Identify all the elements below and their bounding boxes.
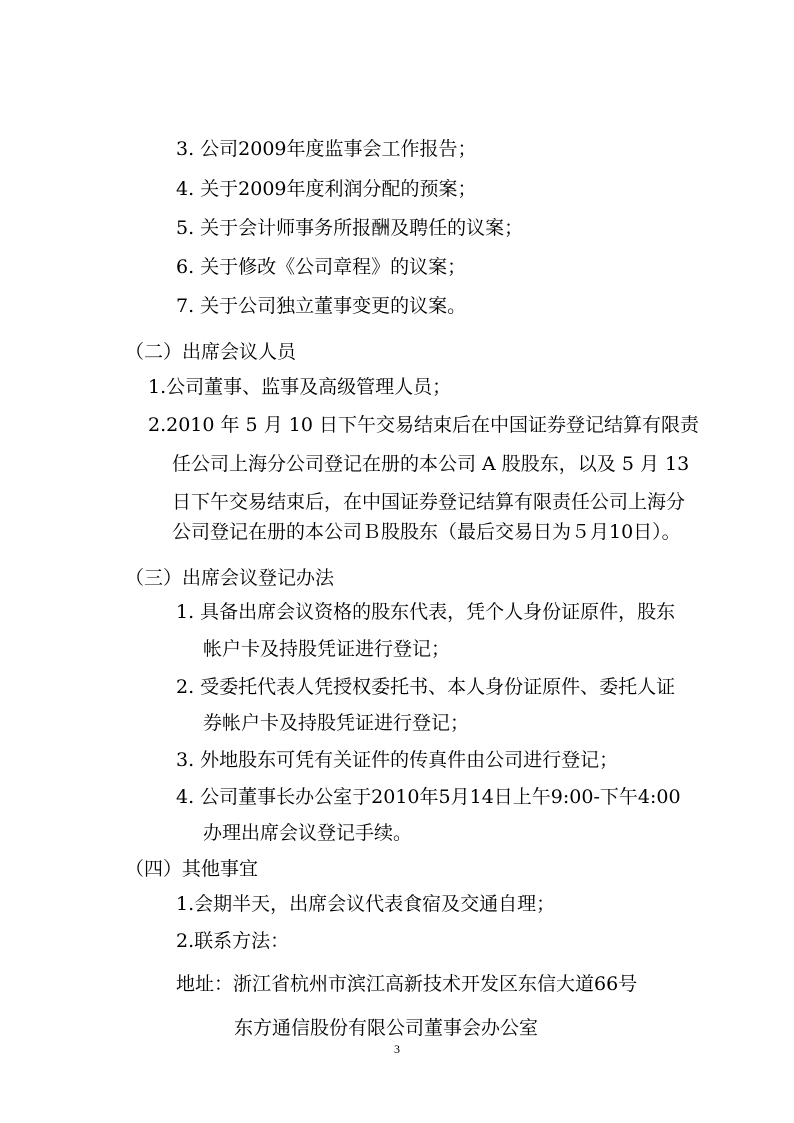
agenda-item-4: 4. 关于2009年度利润分配的预案； [176, 178, 477, 200]
agenda-item-7: 7. 关于公司独立董事变更的议案。 [176, 295, 467, 317]
registration-item-1-cont: 帐户卡及持股凭证进行登记； [203, 638, 451, 660]
registration-item-2-cont: 券帐户卡及持股凭证进行登记； [203, 712, 470, 734]
registration-item-4: 4. 公司董事长办公室于2010年5月14日上午9:00-下午4:00 [176, 786, 681, 808]
registration-item-1: 1. 具备出席会议资格的股东代表，凭个人身份证原件，股东 [176, 601, 676, 623]
agenda-item-3: 3. 公司2009年度监事会工作报告； [176, 138, 477, 160]
registration-item-2: 2. 受委托代表人凭授权委托书、本人身份证原件、委托人证 [176, 676, 676, 698]
registration-item-4-cont: 办理出席会议登记手续。 [203, 822, 413, 844]
attendee-item-2-cont-3: 公司登记在册的本公司Ｂ股股东（最后交易日为５月10日）。 [172, 521, 681, 543]
attendee-item-2: 2.2010 年 5 月 10 日下午交易结束后在中国证券登记结算有限责 [148, 414, 699, 436]
section-heading-registration: （三）出席会议登记办法 [125, 567, 335, 589]
attendee-item-1: 1.公司董事、监事及高级管理人员； [148, 376, 452, 398]
page-number: 3 [394, 1042, 400, 1056]
agenda-item-5: 5. 关于会计师事务所报酬及聘任的议案； [176, 217, 524, 239]
section-heading-other: （四）其他事宜 [125, 858, 259, 880]
other-item-2: 2.联系方法： [176, 930, 290, 952]
contact-address: 地址：浙江省杭州市滨江高新技术开发区东信大道66号 [176, 973, 638, 995]
attendee-item-2-cont-2: 日下午交易结束后，在中国证券登记结算有限责任公司上海分 [172, 491, 686, 513]
agenda-item-6: 6. 关于修改《公司章程》的议案； [176, 256, 467, 278]
registration-item-3: 3. 外地股东可凭有关证件的传真件由公司进行登记； [176, 749, 619, 771]
contact-office: 东方通信股份有限公司董事会办公室 [234, 1017, 539, 1039]
section-heading-attendees: （二）出席会议人员 [125, 341, 297, 363]
attendee-item-2-cont-1: 任公司上海分公司登记在册的本公司 A 股股东，以及 5 月 13 [172, 453, 690, 475]
other-item-1: 1.会期半天，出席会议代表食宿及交通自理； [176, 893, 556, 915]
